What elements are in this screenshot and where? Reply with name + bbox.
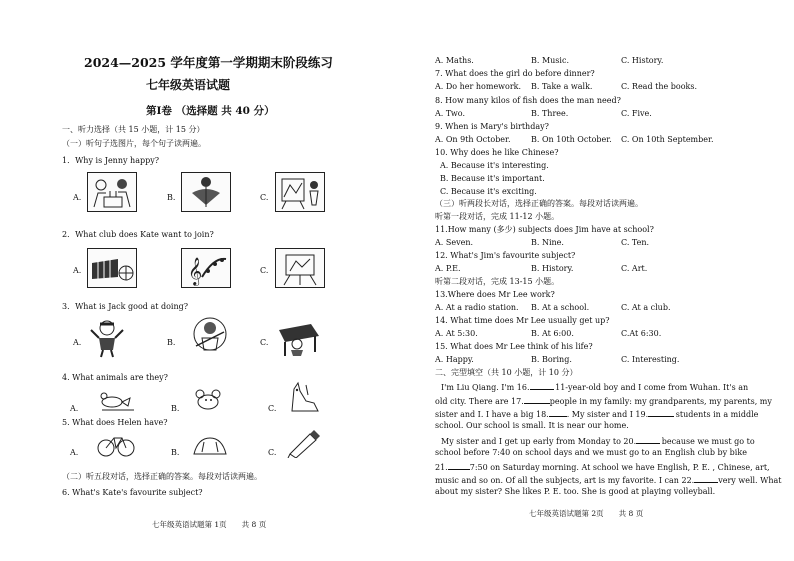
cloze-line: about my sister? She likes P. E. too. She is good at playing volleyball. [435,487,716,496]
exam-page-2 [397,0,794,561]
q2-picture-c [275,248,325,288]
listening-part-1-instruction: （一）听句子选图片，每个句子读两遍。 [62,139,206,148]
question-9: 9. When is Mary's birthday? [435,122,549,131]
q8-option-a: A. Two. [435,109,465,118]
q3-picture-a [87,318,127,358]
question-15: 15. What does Mr Lee think of his life? [435,342,593,351]
q1-picture-b [181,172,231,212]
q14-option-a: A. At 5:30. [435,329,478,338]
option-label-a: A. [73,338,82,347]
question-8: 8. How many kilos of fish does the man need? [435,96,621,105]
q5-picture-c [284,428,324,458]
q12-option-c: C. Art. [621,264,648,273]
question-14: 14. What time does Mr Lee usually get up? [435,316,610,325]
q15-option-b: B. Boring. [531,355,572,364]
q7-option-b: B. Take a walk. [531,82,593,91]
question-7: 7. What does the girl do before dinner? [435,69,595,78]
q9-option-a: A. On 9th October. [435,135,511,144]
q6-option-a: A. Maths. [435,56,474,65]
q7-option-c: C. Read the books. [621,82,698,91]
option-label-a: A. [73,266,82,275]
q10-option-b: B. Because it's important. [440,174,545,183]
option-label-c: C. [260,193,269,202]
q3-picture-c [275,316,323,358]
question-13: 13.Where does Mr Lee work? [435,290,555,299]
q11-option-c: C. Ten. [621,238,650,247]
q9-option-c: C. On 10th September. [621,135,714,144]
q4-picture-a [98,386,138,412]
q11-option-a: A. Seven. [435,238,474,247]
option-label-c: C. [260,338,269,347]
dialogue-2-instruction: 听第二段对话，完成 13-15 小题。 [435,277,560,286]
q15-option-c: C. Interesting. [621,355,680,364]
q15-option-a: A. Happy. [435,355,474,364]
blank-20[interactable] [636,435,660,444]
option-label-c: C. [268,404,277,413]
listening-part-2-instruction: （二）听五段对话，选择正确的答案。每段对话读两遍。 [62,472,262,481]
blank-19[interactable] [648,408,674,417]
cloze-line: music and so on. Of all the subjects, art is my favorite. I can 22. very well. What [435,476,782,485]
section-cloze: 二、完型填空（共 10 小题，计 10 分） [435,368,578,377]
blank-21[interactable] [448,461,470,470]
question-3: 3．What is Jack good at doing? [62,302,189,311]
option-label-a: A. [73,193,82,202]
option-label-a: A. [70,404,79,413]
cloze-line: old city. There are 17. people in my family: my grandparents, my parents, my [435,397,772,406]
option-label-c: C. [260,266,269,275]
blank-16[interactable] [530,381,554,390]
exam-title: 2024—2025 学年度第一学期期末阶段练习 [84,55,333,70]
question-12: 12. What's Jim's favourite subject? [435,251,576,260]
exam-subtitle: 七年级英语试题 [146,78,231,92]
cloze-line: I'm Liu Qiang. I'm 16. 11-year-old boy and I come from Wuhan. It's an [441,383,749,392]
q5-picture-b [190,432,230,458]
cloze-line: school before 7:40 on school days and we must go to an English club by bike [435,448,747,457]
question-10: 10. Why does he like Chinese? [435,148,559,157]
q10-option-a: A. Because it's interesting. [440,161,549,170]
dialogue-1-instruction: 听第一段对话，完成 11-12 小题。 [435,212,560,221]
svg-text:𝄞: 𝄞 [188,257,203,285]
q3-picture-b [188,316,232,358]
q12-option-b: B. History. [531,264,574,273]
part-heading: 第Ⅰ卷 （选择题 共 40 分） [146,105,275,117]
option-label-c: C. [268,448,277,457]
q14-option-c: C.At 6:30. [621,329,662,338]
option-label-b: B. [171,404,180,413]
q10-option-c: C. Because it's exciting. [440,187,537,196]
q13-option-c: C. At a club. [621,303,671,312]
q14-option-b: B. At 6:00. [531,329,574,338]
listening-part-3-instruction: （三）听两段长对话，选择正确的答案。每段对话读两遍。 [435,199,643,208]
q1-picture-a [87,172,137,212]
question-6: 6. What's Kate's favourite subject? [62,488,203,497]
q2-picture-a [87,248,137,288]
q13-option-b: B. At a school. [531,303,590,312]
q2-picture-b [181,248,231,288]
q1-picture-c [275,172,325,212]
question-5: 5. What does Helen have? [62,418,168,427]
q6-option-b: B. Music. [531,56,569,65]
question-1: 1．Why is Jenny happy? [62,156,160,165]
section-listening: 一、听力选择（共 15 小题，计 15 分） [62,125,205,134]
question-4: 4. What animals are they? [62,373,168,382]
q9-option-b: B. On 10th October. [531,135,612,144]
blank-17[interactable] [524,395,550,404]
cloze-line: sister and I. I have a big 18. . My sister and I 19. students in a middle [435,410,759,419]
option-label-b: B. [167,193,176,202]
blank-22[interactable] [694,474,718,483]
blank-18[interactable] [549,408,567,417]
q11-option-b: B. Nine. [531,238,564,247]
q13-option-a: A. At a radio station. [435,303,519,312]
option-label-a: A. [70,448,79,457]
q8-option-c: C. Five. [621,109,652,118]
q7-option-a: A. Do her homework. [435,82,522,91]
question-2: 2．What club does Kate want to join? [62,230,214,239]
q4-picture-c [284,381,324,413]
q5-picture-a [96,432,136,458]
q4-picture-b [188,386,228,412]
q6-option-c: C. History. [621,56,664,65]
option-label-b: B. [171,448,180,457]
page-1-footer: 七年级英语试题第 1页 共 8 页 [152,520,267,529]
q8-option-b: B. Three. [531,109,569,118]
cloze-line: 21. 7:50 on Saturday morning. At school we have English, P. E. , Chinese, art, [435,463,770,472]
option-label-b: B. [167,338,176,347]
cloze-line: My sister and I get up early from Monday to 20. because we must go to [441,437,755,446]
q12-option-a: A. P.E. [435,264,461,273]
cloze-line: school. Our school is small. It is near our home. [435,421,629,430]
question-11: 11.How many (多少) subjects does Jim have at school? [435,225,654,234]
page-2-footer: 七年级英语试题第 2页 共 8 页 [529,509,644,518]
